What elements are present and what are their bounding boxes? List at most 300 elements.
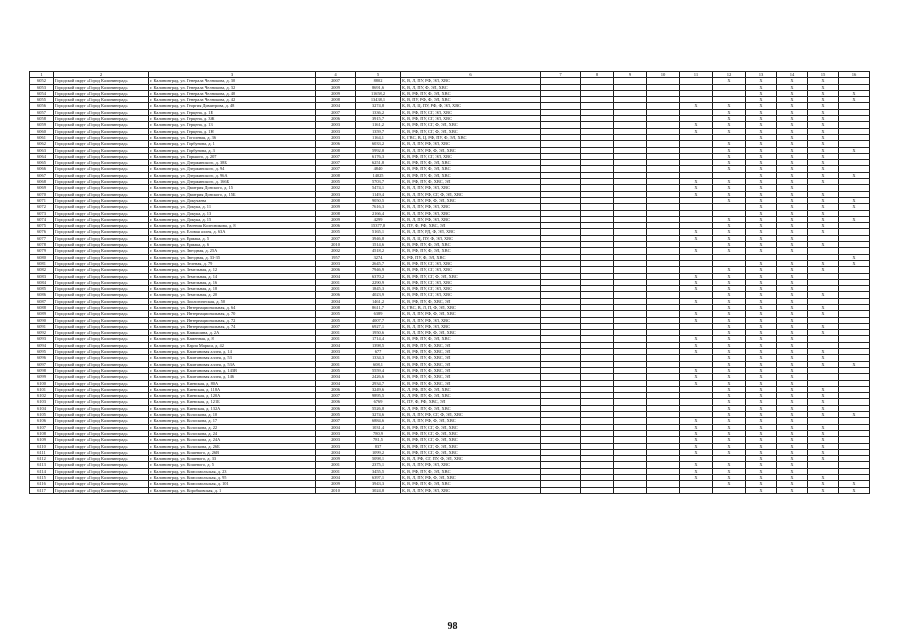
cell-row-number: 6071 [30,197,54,203]
cell-area: 5992,8 [356,147,401,153]
cell-col-13: X [746,456,777,462]
cell-col-14: X [777,172,808,178]
cell-row-number: 6095 [30,349,54,355]
cell-municipality: Городской округ «Город Калининград» [54,405,149,411]
cell-equipment: К, В, РФ, ПУ, СГ, ЭЛ, ХВС [401,292,541,298]
cell-col-14: X [777,166,808,172]
cell-col-16: X [839,147,870,153]
cell-address: г. Калининград, ул. Гоголевая, д. 36 [149,134,316,140]
cell-col-12: X [713,380,746,386]
cell-equipment: К, В, Л, ПУ, РФ, ЭЛ, ХВС [401,141,541,147]
cell-row-number: 6067 [30,172,54,178]
cell-col-13: X [746,386,777,392]
cell-col-13: X [746,317,777,323]
cell-address: г. Калининград, ул. Дзержинского, д. 38Б [149,160,316,166]
cell-year: 2003 [316,349,356,355]
cell-col-13: X [746,204,777,210]
cell-row-number: 6105 [30,412,54,418]
cell-col-15: X [808,229,839,235]
cell-col-15: X [808,128,839,134]
cell-year: 2003 [316,128,356,134]
cell-col-14: X [777,210,808,216]
cell-col-12: X [713,166,746,172]
cell-year: 2006 [316,141,356,147]
cell-col-15: X [808,197,839,203]
cell-col-15: X [808,449,839,455]
cell-year: 2008 [316,197,356,203]
cell-address: г. Калининград, ул. Дмитрия Донского, д. 15 [149,185,316,191]
cell-col-11: X [680,273,713,279]
cell-address: г. Калининград, ул. Каменная, д. 8 [149,336,316,342]
cell-col-13: X [746,298,777,304]
cell-municipality: Городской округ «Город Калининград» [54,204,149,210]
cell-year: 2007 [316,235,356,241]
cell-area: 11658,2 [356,90,401,96]
cell-equipment: К, В, Л, ПУ, РФ, Ф, ЭЛ, ХВС [401,197,541,203]
cell-col-13: X [746,487,777,493]
cell-area: 4840 [356,166,401,172]
cell-col-14: X [777,197,808,203]
cell-municipality: Городской округ «Город Калининград» [54,399,149,405]
cell-municipality: Городской округ «Город Калининград» [54,260,149,266]
cell-col-15: X [808,141,839,147]
cell-col-13: X [746,216,777,222]
cell-col-15: X [808,443,839,449]
cell-col-14: X [777,336,808,342]
cell-year: 2003 [316,122,356,128]
cell-col-14: X [777,399,808,405]
cell-col-15: X [808,179,839,185]
cell-municipality: Городской округ «Город Калининград» [54,437,149,443]
cell-col-14: X [777,456,808,462]
cell-col-13: X [746,361,777,367]
cell-row-number: 6088 [30,304,54,310]
cell-equipment: К, В, РФ, ПУ, СГ, ЭЛ, ХВС [401,153,541,159]
cell-address: г. Калининград, ул. Герцена, д. 3Ж [149,116,316,122]
cell-year: 2003 [316,437,356,443]
cell-area: 14025 [356,172,401,178]
cell-col-11: X [680,468,713,474]
cell-equipment: К, В, Л, ПУ, РФ, Ф, ЭЛ, ХВС [401,147,541,153]
cell-row-number: 6058 [30,116,54,122]
cell-col-14: X [777,361,808,367]
cell-municipality: Городской округ «Город Калининград» [54,197,149,203]
cell-col-12: X [713,242,746,248]
cell-col-12: X [713,405,746,411]
cell-municipality: Городской округ «Город Калининград» [54,84,149,90]
cell-col-15: X [808,349,839,355]
cell-col-15: X [808,304,839,310]
cell-col-14: X [777,462,808,468]
cell-col-12: X [713,279,746,285]
cell-area: 5165,1 [356,229,401,235]
cell-col-12: X [713,330,746,336]
cell-col-14: X [777,468,808,474]
cell-area: 6769 [356,399,401,405]
cell-year: 2010 [316,487,356,493]
cell-col-12: X [713,292,746,298]
cell-row-number: 6059 [30,122,54,128]
cell-address: г. Калининград, ул. Каштановая аллея, д. 53А [149,361,316,367]
cell-municipality: Городской округ «Город Калининград» [54,97,149,103]
cell-area: 1161,2 [356,122,401,128]
cell-col-15: X [808,103,839,109]
cell-address: г. Калининград, ул. Земельная, д. 16 [149,279,316,285]
cell-municipality: Городской округ «Город Калининград» [54,424,149,430]
cell-year: 2001 [316,330,356,336]
cell-area: 6033,2 [356,141,401,147]
cell-col-13: X [746,122,777,128]
cell-col-15: X [808,412,839,418]
cell-col-15: X [808,153,839,159]
cell-col-15: X [808,487,839,493]
cell-year: 2004 [316,342,356,348]
cell-col-14: X [777,141,808,147]
cell-year: 2004 [316,449,356,455]
cell-equipment: К, В, РФ, ПУ, Ф, ЭЛ, ХВС [401,90,541,96]
cell-address: г. Калининград, ул. Ермака, д. 6 [149,242,316,248]
cell-year: 2005 [316,179,356,185]
cell-col-15: X [808,361,839,367]
cell-area: 3274,6 [356,412,401,418]
document-table-region [29,71,869,494]
column-number-cell: 3 [149,72,316,78]
cell-col-16: X [839,487,870,493]
cell-municipality: Городской округ «Город Калининград» [54,418,149,424]
cell-address: г. Калининград, ул. Колоскова, д. 24 [149,430,316,436]
cell-row-number: 6094 [30,342,54,348]
cell-row-number: 6057 [30,109,54,115]
cell-col-13: X [746,399,777,405]
cell-municipality: Городской округ «Город Калининград» [54,380,149,386]
cell-col-13: X [746,242,777,248]
cell-row-number: 6053 [30,84,54,90]
cell-col-13: X [746,109,777,115]
cell-col-13: X [746,412,777,418]
cell-row-number: 6062 [30,141,54,147]
cell-col-13: X [746,462,777,468]
cell-area: 15377,8 [356,223,401,229]
cell-year: 2003 [316,134,356,140]
cell-area: 677 [356,349,401,355]
cell-col-10 [647,487,680,493]
cell-col-16: X [839,172,870,178]
cell-col-14: X [777,229,808,235]
cell-address: г. Калининград, ул. Комсомольская, д. 95 [149,475,316,481]
cell-equipment: К, ПУ, Ф, РФ, ХВС, ЭЛ [401,223,541,229]
cell-col-12: X [713,349,746,355]
cell-col-9 [614,487,647,493]
cell-municipality: Городской округ «Город Калининград» [54,462,149,468]
cell-col-13: X [746,128,777,134]
cell-equipment: К, В, Л, ПУ, РФ, СГ, Ф, ЭЛ, ХВС [401,191,541,197]
cell-area: 2934,7 [356,380,401,386]
cell-equipment: К, В, Л, ПУ, РФ, ЭЛ, ХВС [401,78,541,84]
cell-year: 2009 [316,481,356,487]
cell-col-15: X [808,191,839,197]
cell-municipality: Городской округ «Город Калининград» [54,191,149,197]
cell-col-8 [581,487,614,493]
cell-col-13: X [746,103,777,109]
cell-col-12: X [713,109,746,115]
column-number-cell: 11 [680,72,713,78]
cell-col-14: X [777,116,808,122]
cell-col-13: X [746,116,777,122]
cell-year: 2008 [316,304,356,310]
cell-address: г. Калининград, ул. Киевская, д. 121Б [149,399,316,405]
cell-col-12: X [713,267,746,273]
cell-equipment: К, В, Л, ПУ, РФ, ЭЛ, ХВС [401,204,541,210]
cell-address: г. Калининград, ул. Киевская, д. 118А [149,386,316,392]
cell-row-number: 6108 [30,430,54,436]
cell-col-15: X [808,430,839,436]
cell-col-12: X [713,468,746,474]
cell-year: 2001 [316,462,356,468]
cell-area: 6884,6 [356,418,401,424]
cell-row-number: 6077 [30,235,54,241]
column-number-cell: 1 [30,72,54,78]
cell-address: г. Калининград, ул. Герцена, д. 1Н [149,128,316,134]
cell-municipality: Городской округ «Город Калининград» [54,153,149,159]
cell-col-14: X [777,248,808,254]
cell-municipality: Городской округ «Город Калининград» [54,361,149,367]
cell-address: г. Калининград, ул. Комсомольская, д. 23 [149,468,316,474]
cell-equipment: К, В, РФ, ПУ, Ф, ЭЛ, ХВС [401,248,541,254]
cell-col-13: X [746,292,777,298]
cell-col-12: X [713,103,746,109]
cell-col-13: X [746,286,777,292]
cell-col-13: X [746,437,777,443]
cell-equipment: К, В, РФ, ПУ, Ф, ХВС, ЭЛ [401,355,541,361]
cell-col-14: X [777,279,808,285]
cell-year: 2007 [316,153,356,159]
cell-address: г. Калининград, ул. Генерала Челнокова, д. 40 [149,90,316,96]
cell-row-number: 6084 [30,279,54,285]
cell-address: г. Калининград, ул. Герцена, д. 1Е [149,109,316,115]
cell-address: г. Калининград, ул. Колоскова, д. 26Б [149,443,316,449]
cell-year: 2008 [316,172,356,178]
cell-area: 3915,7 [356,116,401,122]
cell-row-number: 6072 [30,204,54,210]
cell-col-11: X [680,349,713,355]
cell-col-15: X [808,311,839,317]
cell-municipality: Городской округ «Город Калининград» [54,103,149,109]
cell-col-14: X [777,153,808,159]
cell-col-15: X [808,242,839,248]
cell-col-14: X [777,430,808,436]
cell-address: г. Калининград, ул. Кошевого, д. 26В [149,449,316,455]
cell-equipment: К, В, Л, ПУ, РФ, Ф, ЭЛ, ХВС [401,330,541,336]
cell-area: 3943,3 [356,481,401,487]
cell-municipality: Городской округ «Город Калининград» [54,475,149,481]
cell-col-13: X [746,147,777,153]
cell-col-13: X [746,223,777,229]
cell-municipality: Городской округ «Город Калининград» [54,235,149,241]
cell-col-14: X [777,298,808,304]
cell-address: г. Калининград, ул. Евгения Колесникова, д. 8 [149,223,316,229]
cell-area: 1461,2 [356,298,401,304]
cell-area: 2645,7 [356,260,401,266]
cell-col-15: X [808,160,839,166]
cell-col-16: X [839,197,870,203]
cell-col-13: X [746,273,777,279]
cell-col-14: X [777,304,808,310]
cell-area: 1359,7 [356,128,401,134]
cell-municipality: Городской округ «Город Калининград» [54,449,149,455]
cell-equipment: К, В, РФ, ПУ, Ф, ХВС, ЭЛ [401,298,541,304]
cell-col-15: X [808,323,839,329]
cell-municipality: Городской округ «Город Калининград» [54,229,149,235]
cell-col-15: X [808,481,839,487]
cell-col-11: X [680,342,713,348]
cell-col-15: X [808,437,839,443]
cell-address: г. Калининград, ул. Киевская, д. 80А [149,380,316,386]
cell-year: 2009 [316,84,356,90]
cell-municipality: Городской округ «Город Калининград» [54,412,149,418]
cell-equipment: К, В, Л, ПУ, РФ, ЭЛ, ХВС [401,317,541,323]
cell-row-number: 6087 [30,298,54,304]
cell-col-11: X [680,229,713,235]
cell-address: г. Калининград, ул. Докука, д. 15 [149,216,316,222]
cell-address: г. Калининград, ул. Каштановая аллея, д. 14 [149,349,316,355]
cell-municipality: Городской округ «Город Калининград» [54,254,149,260]
cell-area: 6389 [356,311,401,317]
cell-row-number: 6116 [30,481,54,487]
cell-address: г. Калининград, ул. Колоскова, д. 22 [149,424,316,430]
cell-municipality: Городской округ «Город Калининград» [54,210,149,216]
column-number-cell: 5 [356,72,401,78]
cell-col-16: X [839,97,870,103]
cell-col-13: X [746,475,777,481]
cell-col-12: X [713,336,746,342]
cell-area: 780,9 [356,430,401,436]
cell-col-14: X [777,367,808,373]
cell-address: г. Калининград, ул. Киевская, д. 132А [149,405,316,411]
cell-col-11: X [680,317,713,323]
cell-col-15: X [808,147,839,153]
cell-col-12: X [713,160,746,166]
cell-col-15: X [808,456,839,462]
cell-year: 2005 [316,412,356,418]
cell-col-13: X [746,97,777,103]
cell-year: 2005 [316,367,356,373]
cell-col-12: X [713,223,746,229]
cell-col-14: X [777,292,808,298]
cell-col-11 [680,487,713,493]
cell-col-14: X [777,317,808,323]
cell-municipality: Городской округ «Город Калининград» [54,443,149,449]
cell-row-number: 6109 [30,437,54,443]
cell-col-14: X [777,449,808,455]
cell-col-15: X [808,90,839,96]
cell-col-15: X [808,260,839,266]
cell-col-12: X [713,311,746,317]
cell-municipality: Городской округ «Город Калининград» [54,279,149,285]
cell-year: 2001 [316,336,356,342]
cell-municipality: Городской округ «Город Калининград» [54,304,149,310]
cell-col-14: X [777,386,808,392]
cell-area: 7946,9 [356,267,401,273]
cell-area: 2426,6 [356,374,401,380]
cell-col-14: X [777,185,808,191]
cell-address: г. Калининград, ул. Каштановая аллея, д. 146 [149,374,316,380]
cell-equipment: К, В, РФ, ПУ, Ф, ХВС, ЭЛ [401,179,541,185]
cell-col-13: X [746,84,777,90]
cell-year: 2005 [316,311,356,317]
cell-row-number: 6082 [30,267,54,273]
cell-col-14: X [777,204,808,210]
cell-row-number: 6064 [30,153,54,159]
cell-municipality: Городской округ «Город Калининград» [54,336,149,342]
cell-row-number: 6056 [30,103,54,109]
cell-equipment: К, В, РФ, ПУ, Ф, ХВС, ЭЛ [401,380,541,386]
cell-equipment: К, В, РФ, ПУ, Ф, ХВС, ЭЛ [401,374,541,380]
cell-address: г. Калининград, ул. Колоскова, д. 24А [149,437,316,443]
cell-equipment: К, В, РФ, ПУ, СГ, Ф, ЭЛ, ХВС [401,273,541,279]
cell-area: 3249,6 [356,386,401,392]
cell-area: 781,5 [356,437,401,443]
cell-area: 8802 [356,78,401,84]
table-row [30,487,870,493]
cell-municipality: Городской округ «Город Калининград» [54,141,149,147]
cell-row-number: 6054 [30,90,54,96]
cell-col-15: X [808,204,839,210]
cell-equipment: К, В, РФ, ПУ, Ф, ХВС, ЭЛ [401,361,541,367]
cell-col-16: X [839,216,870,222]
cell-year: 2010 [316,242,356,248]
cell-equipment: К, В, Л, ПУ, Ф, ЭЛ, ХВС [401,84,541,90]
cell-col-12 [713,487,746,493]
column-number-cell: 10 [647,72,680,78]
cell-col-12: X [713,443,746,449]
cell-col-12: X [713,361,746,367]
cell-col-14: X [777,134,808,140]
cell-col-14: X [777,418,808,424]
cell-area: 4023,9 [356,292,401,298]
cell-address: г. Калининград, ул. Каштановая аллея, д. 143В [149,367,316,373]
cell-area: 4007,7 [356,317,401,323]
cell-equipment: К, Л, РФ, ПУ, Ф, ЭЛ, ХВС [401,405,541,411]
cell-row-number: 6111 [30,449,54,455]
cell-col-12: X [713,298,746,304]
cell-municipality: Городской округ «Город Калининград» [54,134,149,140]
cell-address: г. Калининград, ул. Комсомольская, д. 101 [149,481,316,487]
cell-col-12: X [713,449,746,455]
cell-area: 1164,1 [356,134,401,140]
cell-municipality: Городской округ «Город Калининград» [54,223,149,229]
cell-col-13: X [746,248,777,254]
cell-area: 9895,5 [356,393,401,399]
cell-col-13: X [746,323,777,329]
column-number-cell: 4 [316,72,356,78]
cell-municipality: Городской округ «Город Калининград» [54,216,149,222]
cell-col-16: X [839,481,870,487]
cell-col-12: X [713,342,746,348]
cell-year: 2006 [316,405,356,411]
cell-municipality: Городской округ «Город Калининград» [54,342,149,348]
cell-municipality: Городской округ «Город Калининград» [54,147,149,153]
cell-year: 2008 [316,97,356,103]
cell-address: г. Калининград, ул. Генерала Челнокова, д. 42 [149,97,316,103]
cell-col-14: X [777,103,808,109]
cell-year: 2004 [316,374,356,380]
cell-address: г. Калининград, ул. Докука, д. 13 [149,210,316,216]
cell-col-11: X [680,279,713,285]
cell-area: 1334,3 [356,355,401,361]
cell-year: 2009 [316,90,356,96]
cell-municipality: Городской округ «Город Калининград» [54,248,149,254]
cell-row-number: 6065 [30,160,54,166]
